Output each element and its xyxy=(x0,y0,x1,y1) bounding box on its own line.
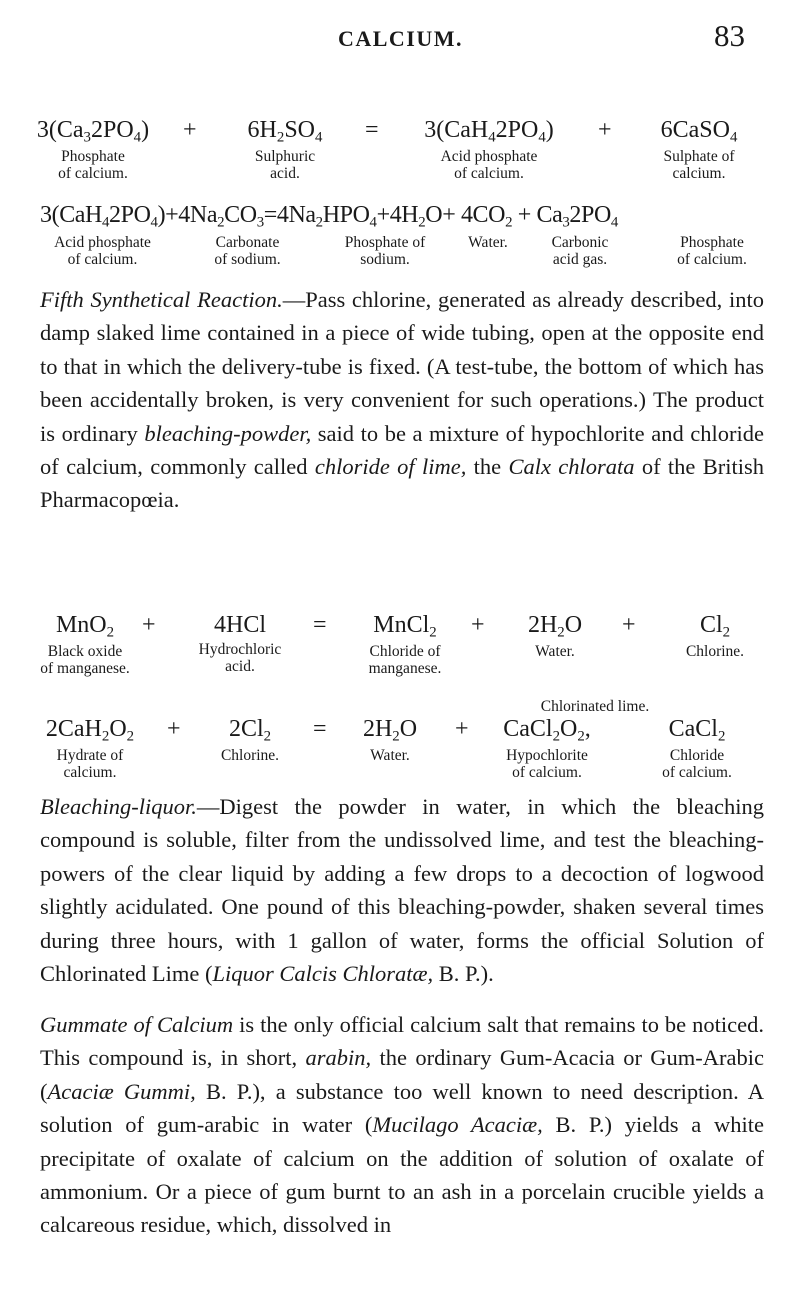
formula-manganese-oxide: MnO$_2$ Black oxide of manganese. xyxy=(30,612,140,677)
paragraph-heading: Fifth Synthetical Reaction. xyxy=(40,287,283,312)
paragraph-heading: Bleaching-liquor. xyxy=(40,794,197,819)
label: Chlorine. xyxy=(220,747,280,765)
formula-chlorine: $2Cl_2$ Chlorine. xyxy=(200,716,300,764)
label: Hydrochloric acid. xyxy=(198,641,282,675)
paragraph-fifth-synthetical-reaction: Fifth Synthetical Reaction.—Pass chlorine, generated as already described, into damp slaked lime contained in a piece of wide tubing, open at the opposite end to that in which the delivery-tube is fixed. (A test-tube, the bottom of which has been accidentally broken, is very convenient for such operations.) The product is ordinary bleaching-powder, said to be a mixture of hypochlorite and chloride of calcium, commonly called chloride of lime, the Calx chlorata of the British Pharmacopœia. xyxy=(40,287,764,513)
caption-chlorinated-lime: Chlorinated lime. xyxy=(540,698,650,715)
formula-water: $2H_2O$ Water. xyxy=(510,612,600,660)
paragraph-bleaching-liquor: Bleaching-liquor.—Digest the powder in water, in which the bleaching compound is soluble, filter from the undissolved lime, and test the bleaching-powers of the clear liquid by adding a few drops to a decoction of logwood slightly acidulated. One pound of this bleaching-powder, shaken several times during three hours, with 1 gallon of water, forms the official Solution of Chlorinated Lime (Liquor Calcis Chloratæ, B. P.). xyxy=(40,794,764,987)
equals-sign: = xyxy=(365,117,379,143)
label: Water. xyxy=(468,234,508,251)
label: Hypochlorite of calcium. xyxy=(506,747,588,782)
formula-calcium-sulphate: 6CaSO$_4$ Sulphate of calcium. xyxy=(640,117,758,182)
label: Chloride of calcium. xyxy=(662,747,732,782)
paragraph-heading: Gummate of Calcium xyxy=(40,1012,234,1037)
label: Water. xyxy=(370,747,410,765)
formula-calcium-hydrate: $2CaH_2O_2$ Hydrate of calcium. xyxy=(30,716,150,781)
plus-sign: + xyxy=(142,612,156,638)
label: Carbonic acid gas. xyxy=(551,234,609,268)
equals-sign: = xyxy=(313,612,327,638)
label: Phosphate of calcium. xyxy=(58,148,128,183)
label: Phosphate of sodium. xyxy=(344,234,426,268)
label: Chloride of manganese. xyxy=(368,643,442,678)
formula-calcium-hypochlorite: $CaCl_2O_2$, Hypochlorite of calcium. xyxy=(482,716,612,781)
formula-acid-phosphate: $3(CaH_42PO_4)$ Acid phosphate of calcium. xyxy=(405,117,573,182)
paragraph-gummate-of-calcium: Gummate of Calcium is the only official calcium salt that remains to be noticed. This compound is, in short, arabin, the ordinary Gum-Acacia or Gum-Arabic (Acaciæ Gummi, B. P.), a substance too well known to need description. A solution of gum-arabic in water (Mucilago Acaciæ, B. P.) yields a white precipitate of oxalate of calcium on the addition of solution of oxalate of ammonium. Or a piece of gum burnt to an ash in a porcelain crucible yields a calcareous residue, which, dissolved in xyxy=(40,1012,764,1238)
equation-formula: $3(CaH_42PO_4)+4Na_2CO_3=4Na_2HPO_4+4H_2O+ 4CO_2 + Ca_32PO_4$ xyxy=(40,202,618,231)
formula-calcium-phosphate: $3(Ca_32PO_4)$ Phosphate of calcium. xyxy=(28,117,158,182)
page-header xyxy=(0,18,801,68)
label: Black oxide of manganese. xyxy=(40,643,130,678)
formula-water: $2H_2O$ Water. xyxy=(345,716,435,764)
plus-sign: + xyxy=(455,716,469,742)
equals-sign: = xyxy=(313,716,327,742)
formula-manganese-chloride: MnCl$_2$ Chloride of manganese. xyxy=(345,612,465,677)
plus-sign: + xyxy=(167,716,181,742)
label: Phosphate of calcium. xyxy=(677,234,747,268)
label: Sulphuric acid. xyxy=(254,148,316,183)
formula-chlorine: $Cl_2$ Chlorine. xyxy=(665,612,765,660)
label: Acid phosphate of calcium. xyxy=(440,148,538,183)
plus-sign: + xyxy=(598,117,612,143)
label: Acid phosphate of calcium. xyxy=(54,234,151,268)
plus-sign: + xyxy=(622,612,636,638)
formula-calcium-chloride: CaCl$_2$ Chloride of calcium. xyxy=(632,716,762,781)
running-title: CALCIUM. xyxy=(337,26,464,51)
label: Sulphate of calcium. xyxy=(663,148,735,183)
plus-sign: + xyxy=(183,117,197,143)
plus-sign: + xyxy=(471,612,485,638)
label: Chlorine. xyxy=(685,643,745,661)
label: Hydrate of calcium. xyxy=(56,747,124,782)
formula-hydrochloric-acid: 4HCl Hydrochloric acid. xyxy=(180,612,300,675)
page-number: 83 xyxy=(714,18,745,53)
label: Carbonate of sodium. xyxy=(214,234,281,268)
label: Water. xyxy=(535,643,575,661)
formula-sulphuric-acid: $6H_2SO_4$ Sulphuric acid. xyxy=(230,117,340,182)
